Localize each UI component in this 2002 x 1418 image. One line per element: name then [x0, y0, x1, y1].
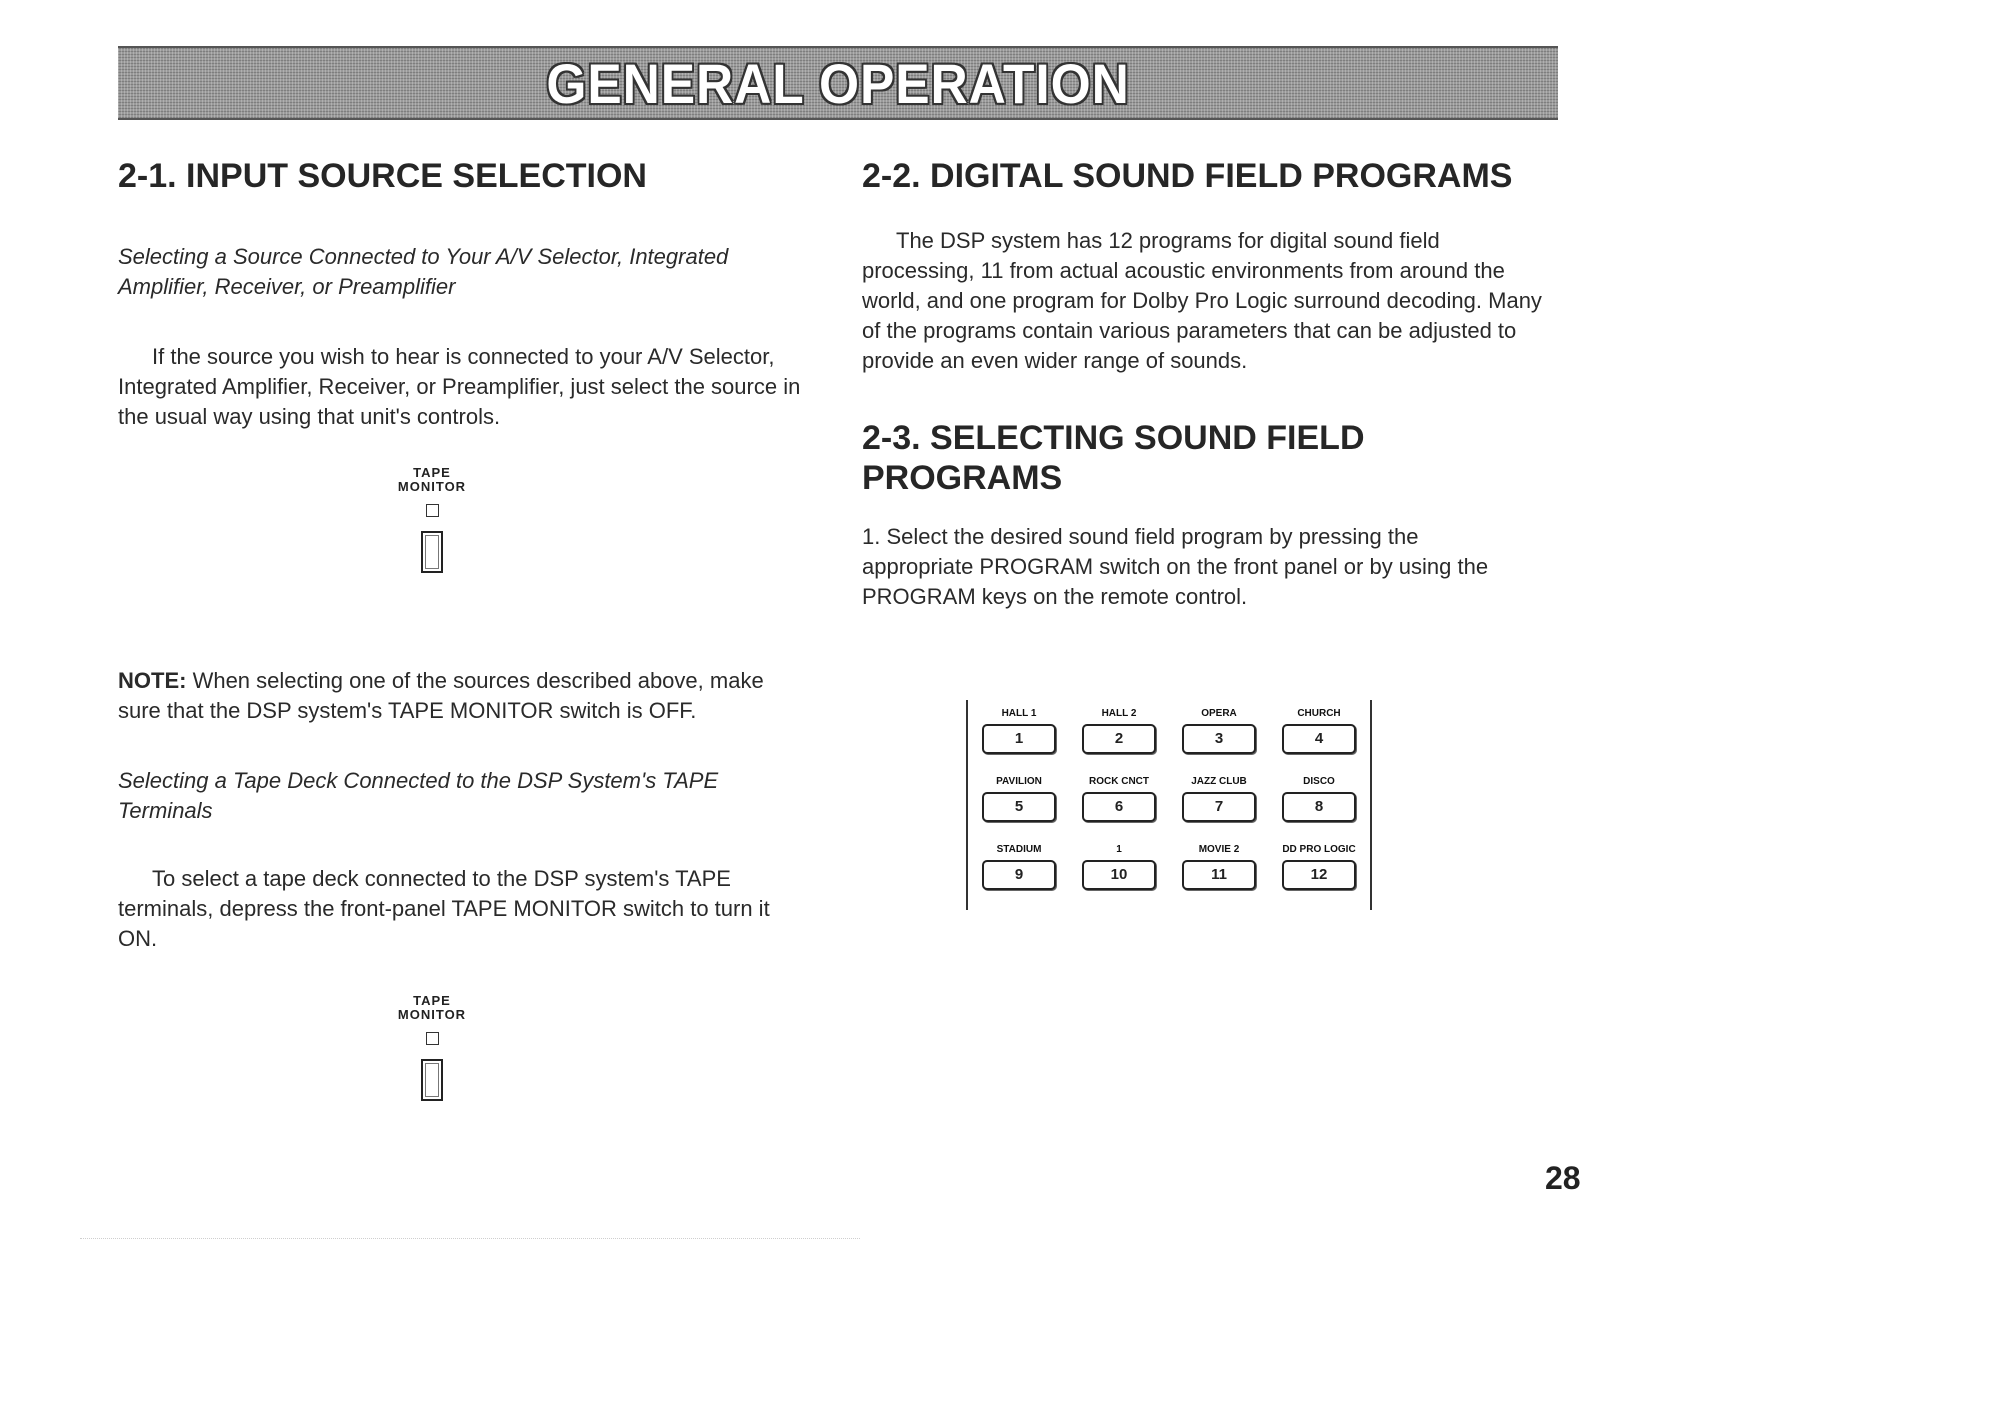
program-keypad	[966, 700, 1372, 910]
tape-label-bottom: MONITOR	[397, 479, 467, 494]
paragraph-dsp-programs: The DSP system has 12 programs for digital sound field processing, 11 from actual acoustic environments from around the world, and one program for Dolby Pro Logic surround decoding. Many of the programs contain various parameters that can be adjusted to provide an even wider range of sounds.	[862, 228, 1542, 373]
page-number: 28	[1545, 1160, 1581, 1196]
note-paragraph	[118, 666, 808, 726]
program-key-7[interactable]	[1178, 776, 1260, 822]
tape-monitor-indicator-icon	[426, 504, 439, 517]
banner-title: GENERAL OPERATION	[546, 51, 1130, 115]
program-key-10[interactable]	[1078, 844, 1160, 890]
program-label: OPERA	[1201, 708, 1237, 719]
program-key-8[interactable]	[1278, 776, 1360, 822]
program-key-number[interactable]: 4	[1282, 724, 1356, 754]
program-label: STADIUM	[996, 844, 1042, 855]
program-key-number[interactable]: 10	[1082, 860, 1156, 890]
program-label: ROCK CNCT	[1089, 776, 1149, 787]
note-text: When selecting one of the sources described above, make sure that the DSP system's TAPE MONITOR switch is OFF.	[118, 668, 764, 723]
program-key-number[interactable]: 5	[982, 792, 1056, 822]
tape-monitor-switch-on	[372, 994, 492, 1101]
tape-label-top-2: TAPE	[413, 993, 451, 1008]
program-label: HALL 2	[1101, 708, 1137, 719]
keypad-row-3	[978, 844, 1368, 904]
heading-line-1: 2-3. SELECTING SOUND FIELD	[862, 419, 1365, 457]
program-key-1[interactable]	[978, 708, 1060, 754]
program-key-number[interactable]: 3	[1182, 724, 1256, 754]
program-key-number[interactable]: 1	[982, 724, 1056, 754]
program-key-9[interactable]	[978, 844, 1060, 890]
subheading-select-source: Selecting a Source Connected to Your A/V Selector, Integrated Amplifier, Receiver, or Preamplifier	[118, 244, 729, 299]
program-key-number[interactable]: 11	[1182, 860, 1256, 890]
program-label: CHURCH	[1297, 708, 1341, 719]
tape-monitor-indicator-icon-2	[426, 1032, 439, 1045]
keypad-row-1	[978, 708, 1368, 768]
program-key-number[interactable]: 2	[1082, 724, 1156, 754]
heading-line-2: PROGRAMS	[862, 459, 1063, 497]
program-key-6[interactable]	[1078, 776, 1160, 822]
step-1-text: 1. Select the desired sound field program by pressing the appropriate PROGRAM switch on the front panel or by using the PROGRAM keys on the remote control.	[862, 524, 1489, 609]
note-label: NOTE:	[118, 668, 187, 693]
heading-digital-sound-field-programs: 2-2. DIGITAL SOUND FIELD PROGRAMS	[862, 157, 1513, 195]
program-label: 1	[1116, 844, 1122, 855]
program-key-number[interactable]: 9	[982, 860, 1056, 890]
program-label: HALL 1	[1001, 708, 1037, 719]
keypad-row-2	[978, 776, 1368, 836]
program-label: DD PRO LOGIC	[1282, 844, 1356, 855]
tape-label-bottom-2: MONITOR	[397, 1007, 467, 1022]
program-key-number[interactable]: 6	[1082, 792, 1156, 822]
program-key-number[interactable]: 8	[1282, 792, 1356, 822]
tape-monitor-button-icon	[421, 531, 443, 573]
program-key-12[interactable]	[1278, 844, 1360, 890]
program-key-2[interactable]	[1078, 708, 1160, 754]
scan-dotted-line	[80, 1238, 860, 1239]
paragraph-select-tape-deck: To select a tape deck connected to the DSP system's TAPE terminals, depress the front-panel TAPE MONITOR switch to turn it ON.	[118, 866, 770, 951]
program-key-number[interactable]: 7	[1182, 792, 1256, 822]
heading-input-source-selection: 2-1. INPUT SOURCE SELECTION	[118, 157, 647, 195]
heading-selecting-sound-field-programs	[862, 418, 1562, 498]
program-key-11[interactable]	[1178, 844, 1260, 890]
section-banner	[118, 46, 1558, 120]
tape-monitor-switch-off	[372, 466, 492, 573]
program-key-3[interactable]	[1178, 708, 1260, 754]
program-key-number[interactable]: 12	[1282, 860, 1356, 890]
tape-monitor-button-icon-2	[421, 1059, 443, 1101]
program-key-4[interactable]	[1278, 708, 1360, 754]
subheading-select-tape-deck: Selecting a Tape Deck Connected to the DSP System's TAPE Terminals	[118, 768, 719, 823]
program-label: DISCO	[1303, 776, 1335, 787]
program-label: JAZZ CLUB	[1191, 776, 1247, 787]
program-key-5[interactable]	[978, 776, 1060, 822]
program-label: PAVILION	[996, 776, 1042, 787]
program-label: MOVIE 2	[1198, 844, 1240, 855]
paragraph-select-source: If the source you wish to hear is connected to your A/V Selector, Integrated Amplifier, Receiver, or Preamplifier, just select the source in the usual way using that unit's controls.	[118, 344, 801, 429]
tape-label-top: TAPE	[413, 465, 451, 480]
